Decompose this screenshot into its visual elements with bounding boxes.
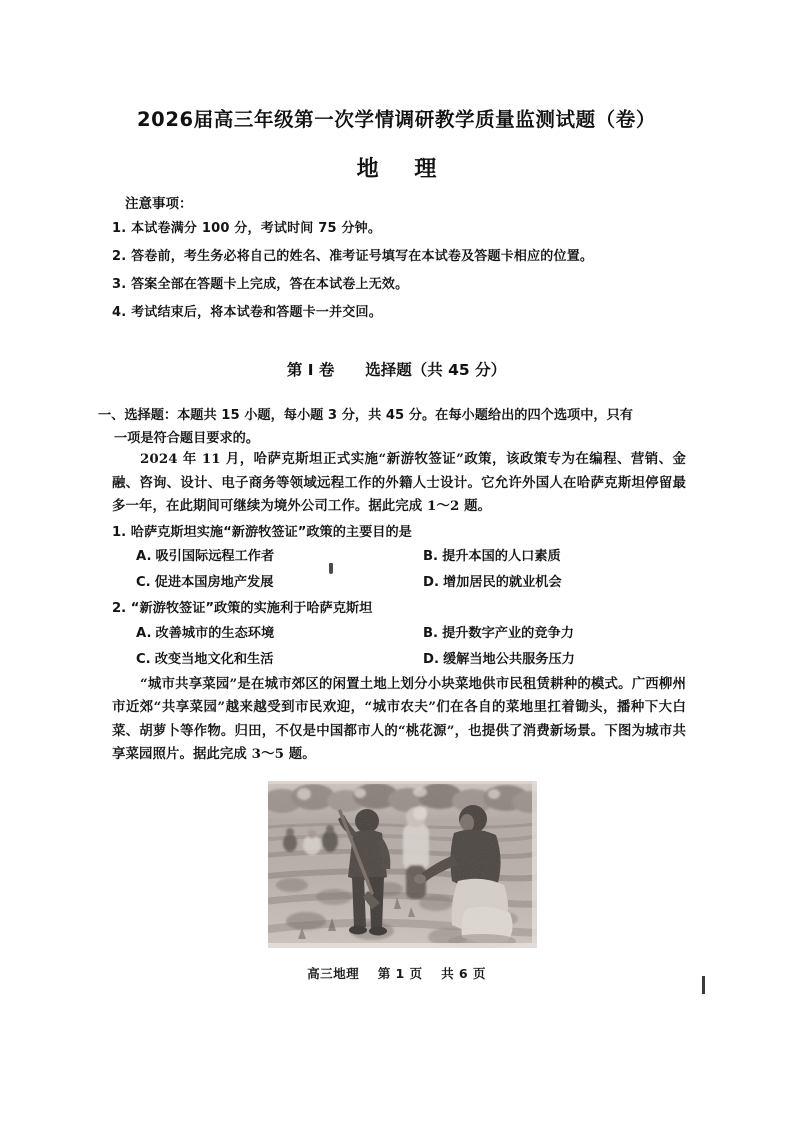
question-2-option-c[interactable] — [112, 647, 399, 673]
section-intro — [98, 404, 684, 450]
question-2-option-b[interactable] — [399, 621, 686, 647]
passage-1: 2024 年 11 月，哈萨克斯坦正式实施“新游牧签证”政策，该政策专为在编程、营销、金融、咨询、设计、电子商务等领域远程工作的外籍人士设计。它允许外国人在哈萨克斯坦停留最多一年，在此期间可继续为境外公司工作。据此完成 1～2 题。 — [112, 451, 686, 514]
footer-page-unit: 页 — [409, 966, 423, 981]
option-mark: D. — [423, 651, 439, 667]
notice-block — [112, 192, 690, 335]
notice-item-3: 3. 答案全部在答题卡上完成，答在本试卷上无效。 — [112, 277, 409, 293]
option-text: 促进本国房地产发展 — [154, 575, 274, 590]
option-mark: A. — [136, 625, 152, 641]
question-1-option-a[interactable] — [112, 544, 399, 570]
footer-subject: 高三地理 — [307, 966, 360, 981]
question-2-option-d[interactable] — [399, 647, 686, 673]
question-2-stem: 2. “新游牧签证”政策的实施利于哈萨克斯坦 — [112, 601, 373, 616]
section-intro-line2: 一项是符合题目要求的。 — [114, 431, 260, 446]
question-flow — [112, 448, 686, 769]
scan-edge-mark — [702, 976, 705, 994]
option-text: 改善城市的生态环境 — [155, 625, 275, 641]
option-mark: A. — [136, 549, 152, 564]
option-text: 吸引国际远程工作者 — [155, 549, 275, 564]
option-mark: C. — [136, 575, 151, 590]
footer-page-number: 1 — [395, 966, 405, 981]
part-heading — [0, 358, 793, 380]
footer-total-label: 共 — [441, 966, 455, 981]
notice-item-2: 2. 答卷前，考生务必将自己的姓名、准考证号填写在本试卷及答题卡相应的位置。 — [112, 249, 594, 265]
option-mark: B. — [423, 625, 439, 641]
passage-2: “城市共享菜园”是在城市郊区的闲置土地上划分小块菜地供市民租赁耕种的模式。广西柳州市近郊“共享菜园”越来越受到市民欢迎，“城市农夫”们在各自的菜地里扛着锄头，播种下大白菜、胡萝卜等作物。归田，不仅是中国都市人的“桃花源”，也提供了消费新场景。下图为城市共享菜园照片。据此完成 3～5 题。 — [112, 675, 686, 762]
footer-total-number: 6 — [458, 966, 469, 981]
option-mark: D. — [423, 575, 439, 590]
option-mark: B. — [423, 549, 439, 564]
option-text: 提升本国的人口素质 — [442, 549, 561, 564]
question-1-option-d[interactable] — [399, 570, 686, 596]
shared-garden-photo-graphic — [268, 781, 537, 948]
question-1-options-row-1 — [112, 544, 686, 570]
page-footer — [0, 963, 793, 982]
part-title: 选择题（共 45 分） — [365, 361, 507, 379]
option-text: 增加居民的就业机会 — [442, 575, 562, 590]
question-2-options-row-1 — [112, 621, 686, 647]
section-intro-line1: 一、选择题：本题共 15 小题，每小题 3 分，共 45 分。在每小题给出的四个选项中，只有 — [98, 408, 633, 423]
page-title: 2026届高三年级第一次学情调研教学质量监测试题（卷） — [137, 108, 656, 131]
question-1-options-row-2 — [112, 570, 686, 596]
option-text: 缓解当地公共服务压力 — [442, 651, 575, 667]
option-text: 提升数字产业的竞争力 — [442, 625, 574, 641]
question-1-option-b[interactable] — [399, 544, 686, 570]
part-label: 第 I 卷 — [286, 361, 335, 379]
question-1-option-c[interactable] — [112, 570, 399, 596]
footer-page-label: 第 — [377, 966, 391, 981]
notice-item-1: 1. 本试卷满分 100 分，考试时间 75 分钟。 — [112, 221, 382, 236]
shared-garden-photo — [268, 781, 537, 948]
option-mark: C. — [136, 651, 151, 667]
notice-heading: 注意事项： — [125, 196, 193, 212]
subject-title: 地 理 — [356, 157, 451, 182]
question-2-option-a[interactable] — [112, 621, 399, 647]
option-text: 改变当地文化和生活 — [154, 651, 274, 667]
notice-item-4: 4. 考试结束后，将本试卷和答题卡一并交回。 — [112, 305, 382, 321]
question-2-options-row-2 — [112, 647, 686, 673]
question-1-stem: 1. 哈萨克斯坦实施“新游牧签证”政策的主要目的是 — [112, 524, 412, 540]
footer-total-unit: 页 — [472, 966, 486, 981]
cursor-artifact — [329, 563, 333, 574]
